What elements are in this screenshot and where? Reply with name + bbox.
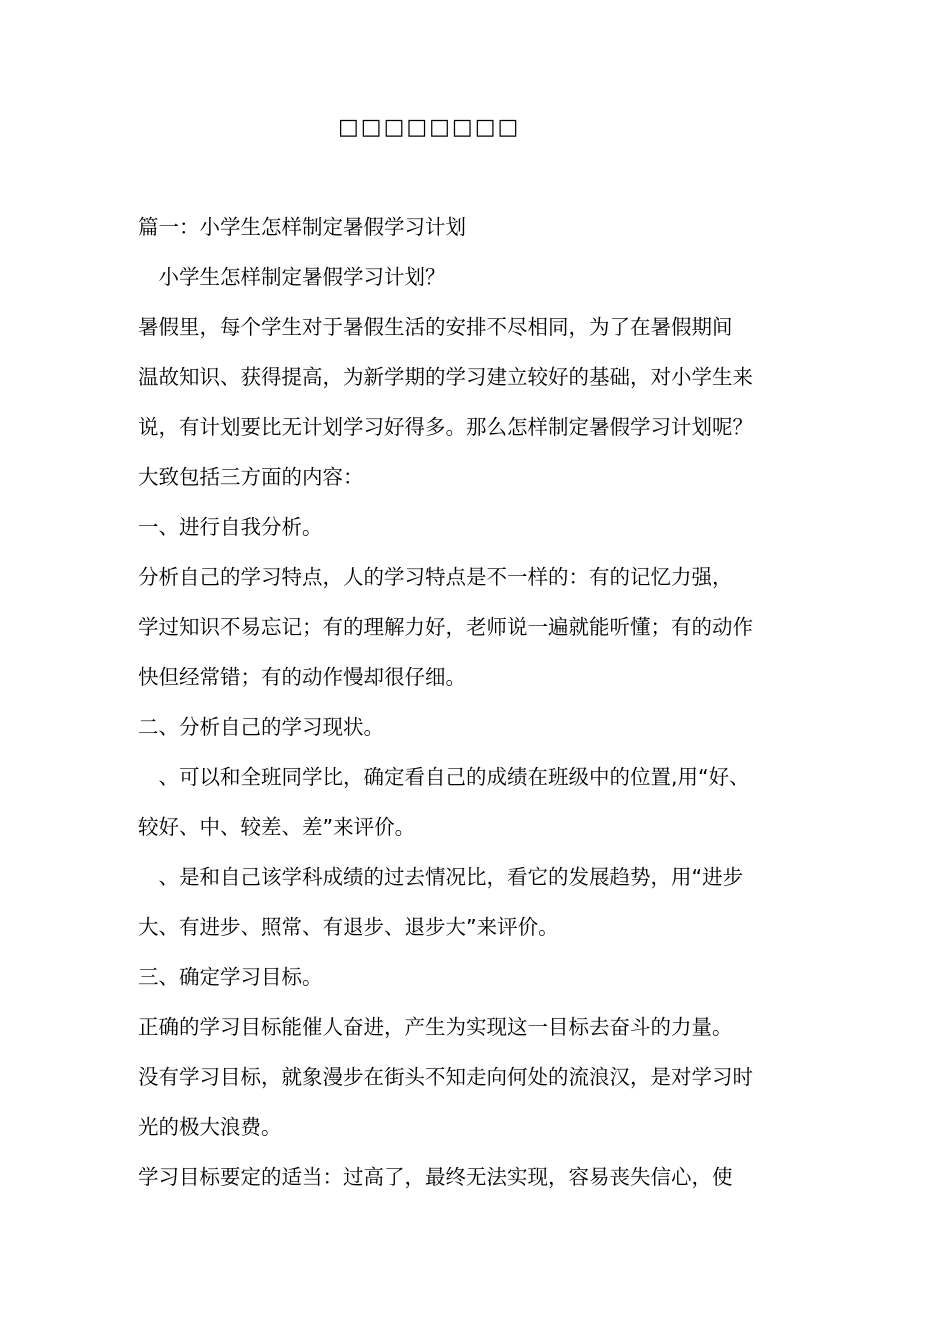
paragraph-line: 正确的学习目标能催人奋进，产生为实现这一目标去奋斗的力量。 (138, 1015, 733, 1039)
document-title: □□□□□□□□ (338, 115, 521, 140)
paragraph-line: 快但经常错；有的动作慢却很仔细。 (138, 665, 466, 689)
paragraph-line: 较好、中、较差、差”来评价。 (138, 815, 416, 839)
paragraph-line: 学过知识不易忘记；有的理解力好，老师说一遍就能听懂；有的动作 (138, 615, 753, 639)
paragraph-line: 温故知识、获得提高，为新学期的学习建立较好的基础，对小学生来 (138, 365, 753, 389)
paragraph-line: 大、有进步、照常、有退步、退步大”来评价。 (138, 915, 559, 939)
paragraph-line: 大致包括三方面的内容： (138, 465, 364, 489)
paragraph-line: 、是和自己该学科成绩的过去情况比，看它的发展趋势，用“进步 (138, 865, 744, 889)
subheading: 小学生怎样制定暑假学习计划？ (138, 265, 446, 289)
paragraph-line: 没有学习目标，就象漫步在街头不知走向何处的流浪汉，是对学习时 (138, 1065, 753, 1089)
list-heading: 三、确定学习目标。 (138, 965, 323, 989)
paragraph-line: 分析自己的学习特点，人的学习特点是不一样的：有的记忆力强， (138, 565, 733, 589)
list-heading: 一、进行自我分析。 (138, 515, 323, 539)
paragraph-line: 暑假里，每个学生对于暑假生活的安排不尽相同，为了在暑假期间 (138, 315, 733, 339)
paragraph-line: 、可以和全班同学比，确定看自己的成绩在班级中的位置,用“好、 (138, 765, 750, 789)
paragraph-line: 说，有计划要比无计划学习好得多。那么怎样制定暑假学习计划呢？ (138, 415, 753, 439)
paragraph-line: 光的极大浪费。 (138, 1115, 282, 1139)
paragraph-line: 学习目标要定的适当：过高了，最终无法实现，容易丧失信心，使 (138, 1165, 733, 1189)
list-heading: 二、分析自己的学习现状。 (138, 715, 384, 739)
section-heading: 篇一：小学生怎样制定暑假学习计划 (138, 215, 466, 239)
